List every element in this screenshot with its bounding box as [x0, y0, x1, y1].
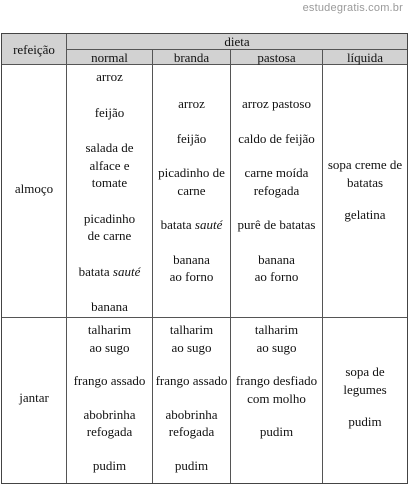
food-item-text: talharim ao sugo	[169, 322, 214, 355]
row-divider	[2, 317, 407, 318]
cell-almoco-pastosa	[231, 95, 322, 286]
food-item-text: arroz pastoso	[242, 96, 311, 111]
food-item-text: purê de batatas	[237, 217, 316, 232]
food-item	[328, 156, 402, 191]
food-item	[238, 216, 316, 234]
food-item-text: frango assado	[155, 373, 228, 388]
food-item	[156, 372, 228, 390]
food-item-text: banana	[91, 299, 128, 314]
food-item	[166, 406, 218, 441]
food-item-text: sopa de legumes	[343, 364, 387, 397]
food-item-text: pudim	[174, 457, 209, 473]
food-item-text: batata	[160, 217, 195, 232]
food-item	[178, 95, 205, 113]
food-item-text: caldo de feijão	[238, 130, 315, 146]
food-item-text: feijão	[94, 104, 125, 120]
food-item-text: talharim ao sugo	[87, 322, 132, 355]
cell-jantar-branda	[153, 321, 230, 474]
food-item	[175, 457, 208, 475]
food-item-text: picadinho de carne	[83, 210, 136, 243]
header-diet: dieta	[224, 34, 250, 49]
food-item-italic-text: sauté	[112, 263, 141, 279]
food-item	[348, 413, 381, 431]
food-item	[91, 298, 128, 316]
cell-almoco-normal	[67, 68, 152, 316]
food-item-text: pudim	[259, 424, 294, 439]
food-item-text: picadinho de carne	[158, 165, 225, 198]
food-item-text: pudim	[92, 457, 127, 473]
food-item-text: pudim	[348, 414, 382, 429]
cell-almoco-branda	[153, 95, 230, 286]
food-item-text: arroz	[96, 69, 123, 84]
food-item	[84, 210, 135, 245]
cell-almoco-liquida	[323, 156, 407, 224]
food-item	[96, 68, 123, 86]
cell-jantar-normal	[67, 321, 152, 474]
food-item	[255, 251, 299, 286]
food-item	[74, 372, 146, 390]
food-item	[88, 321, 131, 356]
food-item	[85, 139, 133, 192]
food-item	[242, 95, 311, 113]
header-col-branda: branda	[173, 49, 210, 65]
cell-jantar-pastosa	[231, 321, 322, 441]
food-item-text: banana ao forno	[169, 251, 214, 284]
header-col-pastosa: pastosa	[257, 49, 296, 65]
food-item-text: abobrinha refogada	[165, 406, 218, 439]
food-item	[255, 321, 298, 356]
food-item	[245, 164, 309, 199]
food-item	[170, 251, 214, 286]
food-item	[260, 423, 293, 441]
row-label-almoco: almoço	[14, 181, 54, 196]
header-meal: refeição	[13, 41, 55, 57]
row-label-jantar: jantar	[19, 390, 49, 405]
food-item	[161, 216, 223, 234]
food-item	[238, 130, 315, 148]
header-col-liquida: líquida	[346, 49, 384, 65]
food-item	[236, 372, 317, 407]
food-item	[344, 206, 385, 224]
food-item	[79, 263, 141, 281]
food-item-italic-text: sauté	[194, 217, 223, 232]
food-item	[158, 164, 225, 199]
food-item-text: sopa creme de batatas	[327, 157, 403, 190]
food-item-text: gelatina	[344, 207, 386, 222]
food-item-text: frango assado	[73, 373, 146, 388]
food-item-text: banana ao forno	[254, 251, 299, 284]
food-item	[84, 406, 136, 441]
food-item	[170, 321, 213, 356]
food-item	[343, 363, 386, 398]
food-item-text: abobrinha refogada	[83, 406, 136, 439]
food-item-text: carne moída refogada	[244, 165, 309, 198]
food-item	[93, 457, 126, 475]
food-item-text: batata	[78, 263, 113, 279]
watermark-text: estudegratis.com.br	[302, 2, 403, 14]
cell-jantar-liquida	[323, 363, 407, 431]
food-item-text: arroz	[178, 96, 205, 111]
food-item-text: talharim ao sugo	[254, 322, 299, 355]
food-item-text: feijão	[176, 130, 207, 146]
food-item	[95, 104, 125, 122]
food-item-text: salada de alface e tomate	[85, 140, 134, 190]
food-item-text: frango desfiado com molho	[235, 373, 318, 406]
header-col-normal: normal	[91, 49, 128, 65]
food-item	[177, 130, 207, 148]
